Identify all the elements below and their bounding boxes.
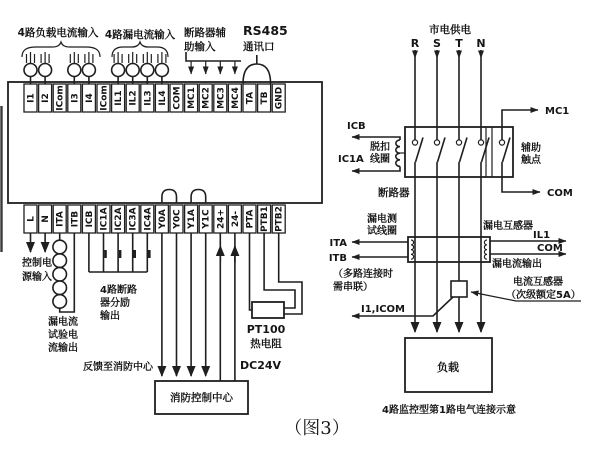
shunt-label-1: 4路断路 <box>100 285 137 296</box>
terminal-label: I3 <box>70 93 81 103</box>
icb-wire-arrow <box>352 137 400 140</box>
breaker-pole-icon <box>456 138 467 163</box>
leak-ct-box <box>408 237 490 262</box>
itb-label: ITB <box>328 253 347 264</box>
current-transformer-icons <box>24 52 168 84</box>
com-aux-label: COM <box>547 188 573 199</box>
terminal-label: PTA <box>245 209 256 229</box>
ptb1-wire <box>264 233 295 308</box>
terminal-label: IC4A <box>143 207 154 231</box>
pta-wire <box>250 233 253 310</box>
ct-icon <box>68 52 81 84</box>
leakage-current-label: 4路漏电流输入 <box>104 29 176 41</box>
il1-label: IL1 <box>533 230 551 241</box>
terminal-label: Y1A <box>187 209 198 229</box>
left-coil-icon <box>411 240 414 259</box>
terminal-label: IL1 <box>114 90 125 106</box>
icb-label: ICB <box>347 121 366 132</box>
phase-s-label: S <box>433 37 441 50</box>
terminal-label: Y1C <box>201 209 212 229</box>
terminal-label: GND <box>274 86 285 110</box>
breaker-label: 断路器 <box>378 187 410 199</box>
breaker-pole-icon <box>434 138 445 163</box>
breaker-aux-label-2: 助输入 <box>184 41 216 53</box>
y0-arc <box>162 190 177 204</box>
trip-coil-label-1: 脱扣 <box>370 142 390 153</box>
feedback-label: 反馈至消防中心 <box>83 362 153 373</box>
coil-turn <box>53 267 67 281</box>
phase-n-label: N <box>476 37 486 50</box>
terminal-label: 24+ <box>216 208 227 230</box>
ita-label: ITA <box>329 238 347 249</box>
shunt-trip-outputs <box>89 233 149 322</box>
terminal-label: TB <box>260 91 271 105</box>
aux-contact-icon <box>499 138 510 163</box>
terminal-label: IL3 <box>143 90 154 106</box>
mc1-wire <box>502 110 538 140</box>
terminal-label: ITB <box>70 210 81 228</box>
terminal-label: MC2 <box>201 87 212 109</box>
leak-test-coil <box>48 233 78 354</box>
terminal-label: PTB2 <box>274 206 285 232</box>
terminal-label: I4 <box>84 93 95 103</box>
trip-coil-icon <box>396 140 400 166</box>
terminal-label: IL2 <box>128 90 139 106</box>
control-power-label-1: 控制电 <box>22 258 52 269</box>
ct-square <box>451 281 467 297</box>
right-coil-icon <box>484 240 487 259</box>
current-transformer <box>352 275 581 316</box>
leak-test-label-3: 流输出 <box>48 343 78 354</box>
dc24v-label: DC24V <box>240 359 282 372</box>
mc1-label: MC1 <box>545 106 570 117</box>
shunt-label-3: 输出 <box>100 311 120 322</box>
ct-icon <box>141 52 154 84</box>
leak-test-label-1: 漏电流 <box>48 317 78 328</box>
mains-label: 市电供电 <box>429 24 471 36</box>
terminal-label: COM <box>172 86 183 110</box>
terminal-label: TA <box>245 91 256 105</box>
phase-r-label: R <box>410 37 420 50</box>
ta-tb-bracket <box>243 64 271 84</box>
brace-leakage-current <box>112 42 168 57</box>
series-note-2: 需串联） <box>333 282 373 293</box>
mains-supply <box>411 23 486 140</box>
com-out-label: COM <box>537 243 563 254</box>
series-note-1: （多路连接时 <box>333 269 393 280</box>
terminal-label: ICom <box>55 85 66 111</box>
pt100-circuit <box>247 233 302 350</box>
ct-icon <box>155 52 168 84</box>
terminal-label: L <box>26 216 37 222</box>
leak-test-coil-label-1: 漏电测 <box>367 214 397 225</box>
control-power-wires <box>21 233 52 283</box>
pt100-sub-label: 热电阻 <box>250 338 282 350</box>
load-current-label: 4路负载电流输入 <box>17 27 99 39</box>
ct-label-2: （次级额定5A） <box>506 290 581 301</box>
terminal-label: ICom <box>99 85 110 111</box>
aux-contact-label-1: 辅助 <box>521 143 541 154</box>
terminal-label: PTB1 <box>260 206 271 232</box>
coil-turn <box>53 295 67 309</box>
coil-turn <box>53 254 67 268</box>
pt100-label: PT100 <box>246 323 286 336</box>
terminal-label: MC1 <box>187 87 198 109</box>
terminal-label: I2 <box>41 93 52 103</box>
ct-icon <box>39 52 52 84</box>
i1-icom-label: I1,ICOM <box>361 304 405 315</box>
coil-turn <box>53 240 67 254</box>
breaker-pole-icon <box>412 138 423 163</box>
trip-coil-label-2: 线圈 <box>370 154 390 165</box>
ic1a-wire-arrow <box>352 166 400 171</box>
load-label: 负载 <box>437 361 459 374</box>
terminal-label: MC3 <box>216 87 227 109</box>
pt100-element <box>252 302 284 318</box>
rs485-bracket <box>243 55 271 84</box>
top-terminal-strip <box>24 84 285 112</box>
rs485-port-label: 通讯口 <box>243 41 275 53</box>
terminal-label: IL4 <box>157 90 168 106</box>
ct-icon <box>82 52 95 84</box>
terminal-label: Y0C <box>172 209 183 229</box>
terminal-label: ITA <box>55 211 66 227</box>
phase-t-label: T <box>455 37 463 50</box>
breaker-pole-icon <box>478 138 489 163</box>
mc-aux-jumpers <box>186 52 241 74</box>
control-power-label-2: 源输入 <box>22 272 52 283</box>
breaker-aux-label-1: 断路器辅 <box>184 27 226 39</box>
leak-test-label-2: 试验电 <box>48 330 78 341</box>
ct-icon <box>24 52 37 84</box>
terminal-label: ICB <box>84 210 95 228</box>
bottom-terminal-strip <box>24 205 285 233</box>
terminal-label: Y0A <box>157 209 168 229</box>
leak-ct-label: 漏电互感器 <box>483 221 533 232</box>
ct-label-1: 电流互感器 <box>513 277 563 288</box>
coil-turn <box>53 281 67 295</box>
terminal-label: MC4 <box>230 87 241 109</box>
terminal-label: N <box>41 215 52 223</box>
ic1a-label: IC1A <box>338 154 364 165</box>
right-caption: 4路监控型第1路电气连接示意 <box>382 405 516 416</box>
terminal-label: IC3A <box>128 207 139 231</box>
ct-icon <box>126 52 139 84</box>
figure-caption: （图3） <box>284 418 350 439</box>
leak-test-coil-label-2: 试线圈 <box>367 226 397 237</box>
relay-contact-arcs <box>162 190 206 204</box>
mc-jumper-bus <box>186 52 241 61</box>
terminal-label: IC2A <box>114 207 125 231</box>
terminal-label: I1 <box>26 93 37 103</box>
terminal-label: IC1A <box>99 207 110 231</box>
top-annotations <box>18 23 288 57</box>
fire-center-label: 消防控制中心 <box>170 392 233 404</box>
shunt-label-2: 器分励 <box>100 298 130 309</box>
leak-out-label: 漏电流输出 <box>492 259 542 270</box>
aux-contact-label-2: 触点 <box>521 155 541 166</box>
load-section <box>382 338 516 416</box>
y1-arc <box>191 190 206 204</box>
ct-icon <box>112 52 125 84</box>
terminal-label: 24- <box>230 210 241 228</box>
rs485-label: RS485 <box>243 23 288 38</box>
